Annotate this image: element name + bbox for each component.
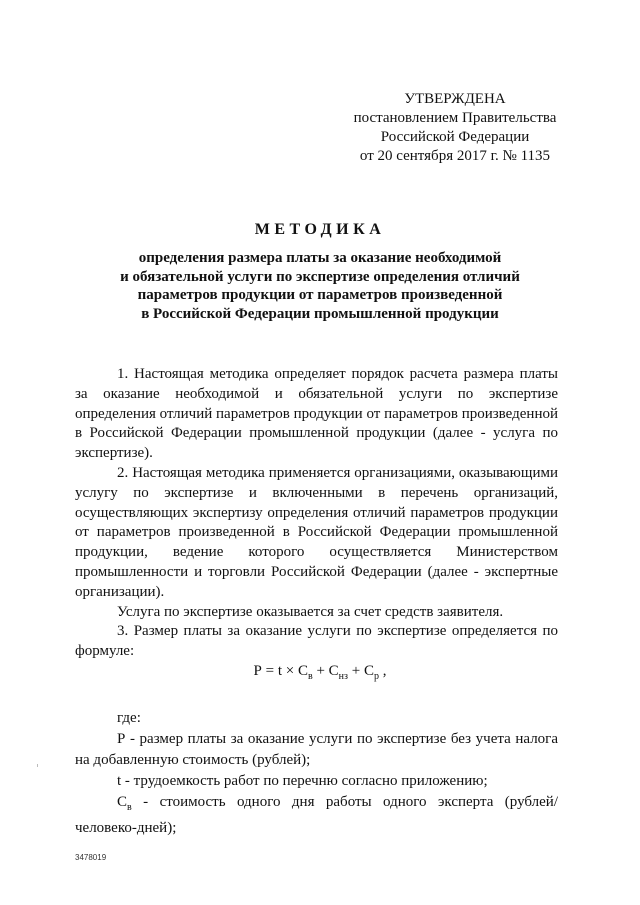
- paragraph-2: 2. Настоящая методика применяется организациями, оказывающими услугу по экспертизе и включенными в перечень организаций, осуществляющих экспертизу определения отличий параметров продукции от параметров произведенной в Российской Федерации промышленной продукции, ведение которого осуществляется Министерством промышленности и торговли Российской Федерации (далее - экспертные организации).: [75, 464, 558, 600]
- subtitle-line: в Российской Федерации промышленной продукции: [141, 305, 499, 322]
- approval-heading: УТВЕРЖДЕНА: [404, 91, 506, 107]
- subtitle-line: определения размера платы за оказание необходимой: [138, 250, 502, 266]
- formula-tail: ,: [378, 663, 387, 679]
- definition-p: Р - размер платы за оказание услуги по экспертизе без учета налога на добавленную стоимость (рублей);: [75, 731, 558, 768]
- paragraph-3: 3. Размер платы за оказание услуги по экспертизе определяется по формуле:: [75, 623, 558, 660]
- scan-speck: [37, 764, 38, 767]
- fee-formula: [0, 663, 640, 680]
- formula-plus: + С: [312, 663, 339, 679]
- definition-t: t - трудоемкость работ по перечню согласно приложению;: [117, 773, 488, 789]
- definitions-where: где:: [117, 710, 141, 726]
- paragraph-1: 1. Настоящая методика определяет порядок расчета размера платы за оказание необходимой и обязательной услуги по экспертизе определения отличий параметров продукции от параметров произведенной в Российской Федерации промышленной продукции (далее - услуга по экспертизе).: [75, 366, 558, 462]
- formula-lhs: Р = t × С: [253, 663, 308, 679]
- paragraph-fee-source: Услуга по экспертизе оказывается за счет средств заявителя.: [117, 603, 504, 620]
- cv-text: - стоимость одного дня работы одного эксперта (рублей/человеко-дней);: [75, 794, 558, 836]
- formula-sub-r: р: [373, 671, 379, 682]
- formula-sub-nz: нз: [338, 671, 348, 682]
- approval-date-number: от 20 сентября 2017 г. № 1135: [359, 148, 551, 164]
- document-title: МЕТОДИКА: [254, 221, 386, 238]
- formula-definitions: [75, 708, 558, 839]
- document-subtitle: [0, 249, 640, 323]
- definition-cv: [75, 792, 558, 839]
- cv-symbol: С: [117, 794, 128, 810]
- cv-subscript: в: [127, 802, 132, 813]
- approval-stamp: [345, 90, 565, 166]
- document-body: [75, 365, 558, 662]
- approval-line: Российской Федерации: [380, 129, 530, 145]
- formula-sub-v: в: [307, 671, 313, 682]
- formula-plus: + С: [347, 663, 374, 679]
- subtitle-line: параметров продукции от параметров произведенной: [137, 287, 503, 303]
- document-code: 3478019: [75, 853, 107, 862]
- subtitle-line: и обязательной услуги по экспертизе определения отличий: [120, 268, 520, 285]
- approval-line: постановлением Правительства: [353, 110, 557, 126]
